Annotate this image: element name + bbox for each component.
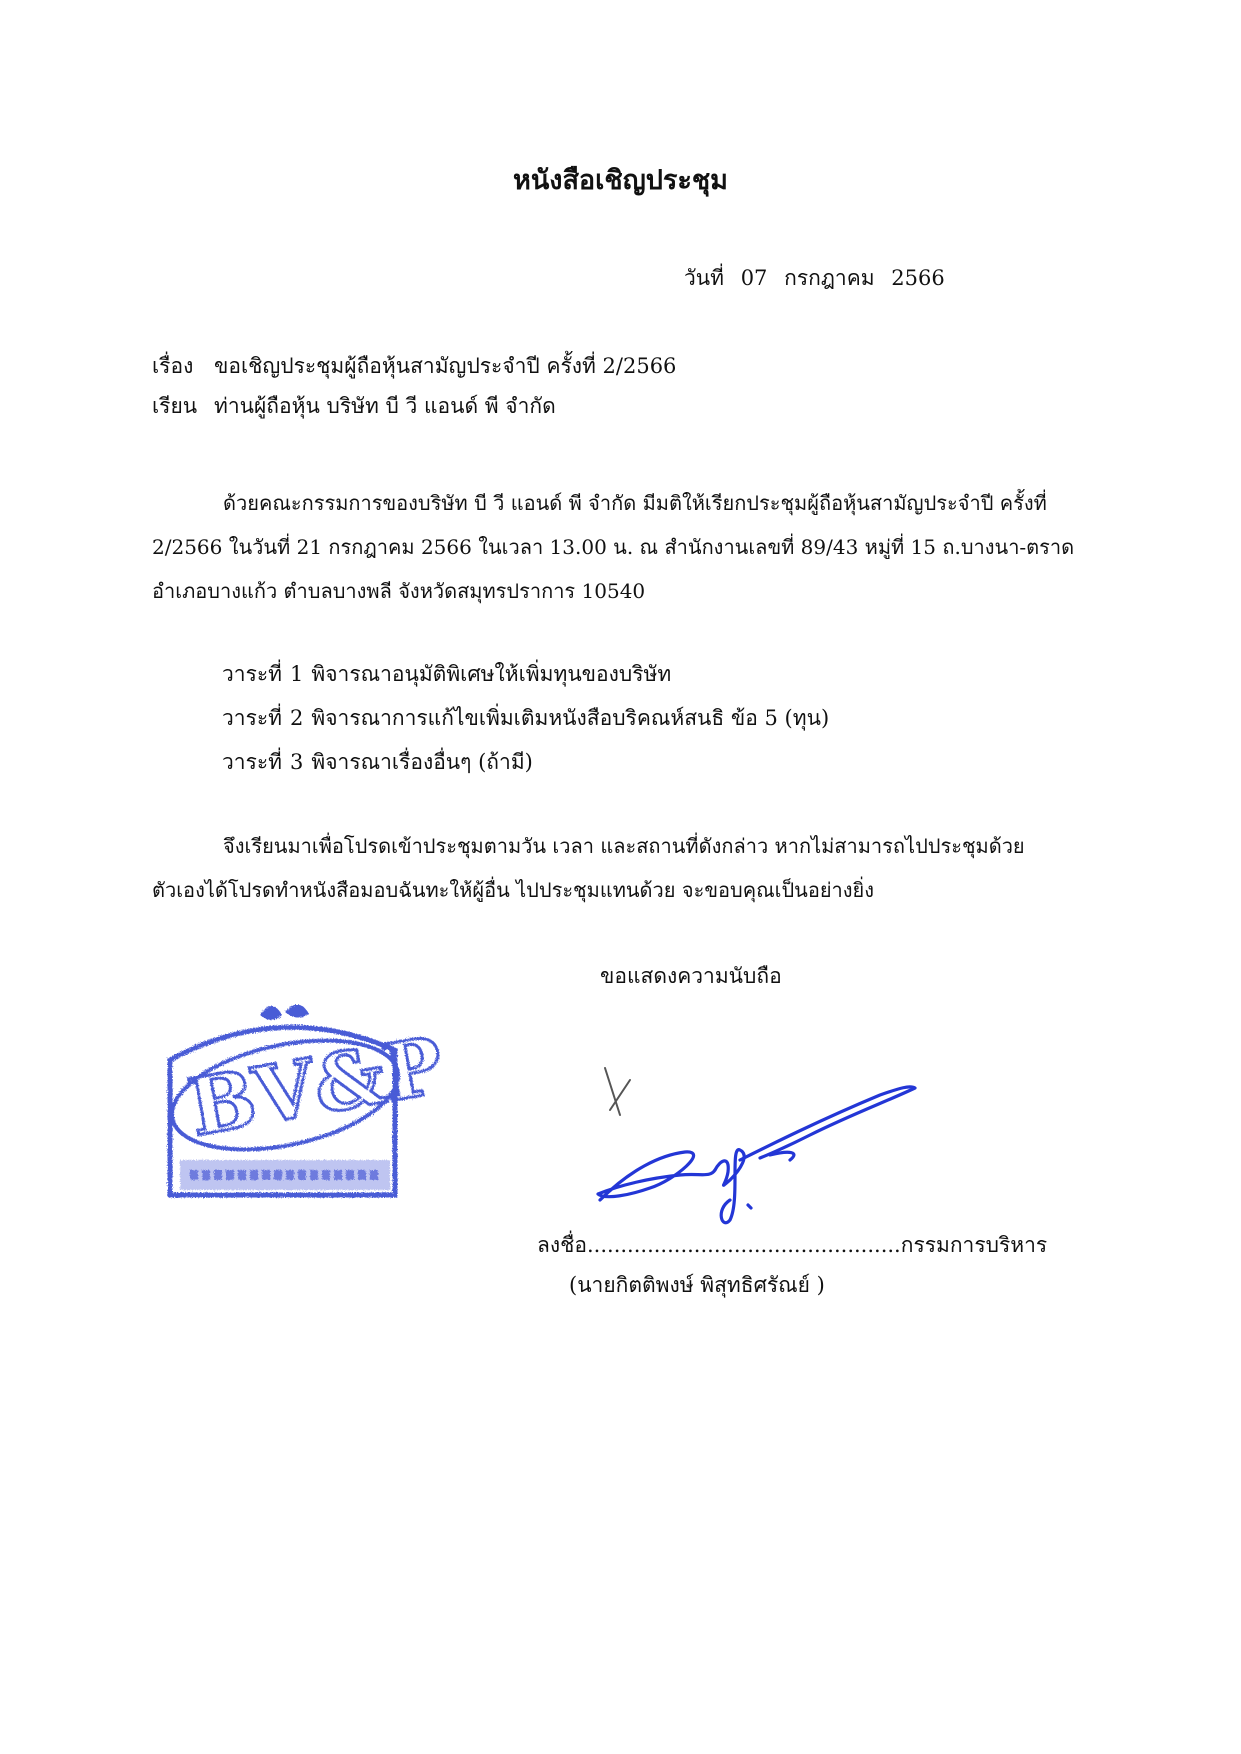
agenda-number: 1 — [290, 662, 304, 686]
agenda-text: พิจารณาการแก้ไขเพิ่มเติมหนังสือบริคณห์สนธิ ข้อ 5 (ทุน) — [311, 706, 830, 730]
subject-label: เรื่อง — [152, 354, 194, 378]
agenda-label: วาระที่ — [222, 706, 282, 730]
agenda-number: 2 — [290, 706, 304, 730]
date-year: 2566 — [891, 266, 945, 290]
recipient-text: ท่านผู้ถือหุ้น บริษัท บี วี แอนด์ พี จำกัด — [214, 394, 556, 418]
date-day: 07 — [740, 266, 768, 290]
intro-line-1: ด้วยคณะกรรมการของบริษัท บี วี แอนด์ พี จำกัด มีมติให้เรียกประชุมผู้ถือหุ้นสามัญประจำปี ครั้งที่ — [223, 491, 1047, 515]
signature — [590, 1060, 930, 1230]
document-title: หนังสือเชิญประชุม — [513, 165, 728, 196]
recipient-line — [152, 390, 556, 423]
agenda-label: วาระที่ — [222, 662, 282, 686]
subject-text: ขอเชิญประชุมผู้ถือหุ้นสามัญประจำปี ครั้งที่ 2/2566 — [214, 354, 677, 378]
agenda-label: วาระที่ — [222, 750, 282, 774]
date-month: กรกฎาคม — [784, 266, 875, 290]
recipient-label: เรียน — [152, 394, 198, 418]
agenda-number: 3 — [290, 750, 304, 774]
closing-line-1: จึงเรียนมาเพื่อโปรดเข้าประชุมตามวัน เวลา และสถานที่ดังกล่าว หากไม่สามารถไปประชุมด้วย — [223, 834, 1025, 858]
agenda-text: พิจารณาอนุมัติพิเศษให้เพิ่มทุนของบริษัท — [311, 662, 672, 686]
agenda-item — [222, 658, 671, 691]
company-stamp — [150, 990, 450, 1210]
stamp-logo-text: BV&P — [182, 1020, 450, 1155]
agenda-text: พิจารณาเรื่องอื่นๆ (ถ้ามี) — [311, 750, 533, 774]
agenda-item — [222, 746, 533, 779]
subject-line — [152, 350, 676, 383]
agenda-item — [222, 702, 829, 735]
document-date — [684, 262, 945, 295]
signature-line: ลงชื่อ...............................................กรรมการบริหาร — [537, 1233, 1048, 1257]
date-label: วันที่ — [684, 266, 724, 290]
intro-line-2: 2/2566 ในวันที่ 21 กรกฎาคม 2566 ในเวลา 13.00 น. ณ สำนักงานเลขที่ 89/43 หมู่ที่ 15 ถ.บางนา-ตราด — [152, 535, 1075, 559]
signer-name: (นายกิตติพงษ์ พิสุทธิศรัณย์ ) — [569, 1273, 825, 1297]
closing-line-2: ตัวเองได้โปรดทำหนังสือมอบฉันทะให้ผู้อื่น ไปประชุมแทนด้วย จะขอบคุณเป็นอย่างยิ่ง — [152, 878, 875, 902]
intro-line-3: อำเภอบางแก้ว ตำบลบางพลี จังหวัดสมุทรปราการ 10540 — [152, 579, 646, 603]
regards-text: ขอแสดงความนับถือ — [600, 964, 782, 988]
